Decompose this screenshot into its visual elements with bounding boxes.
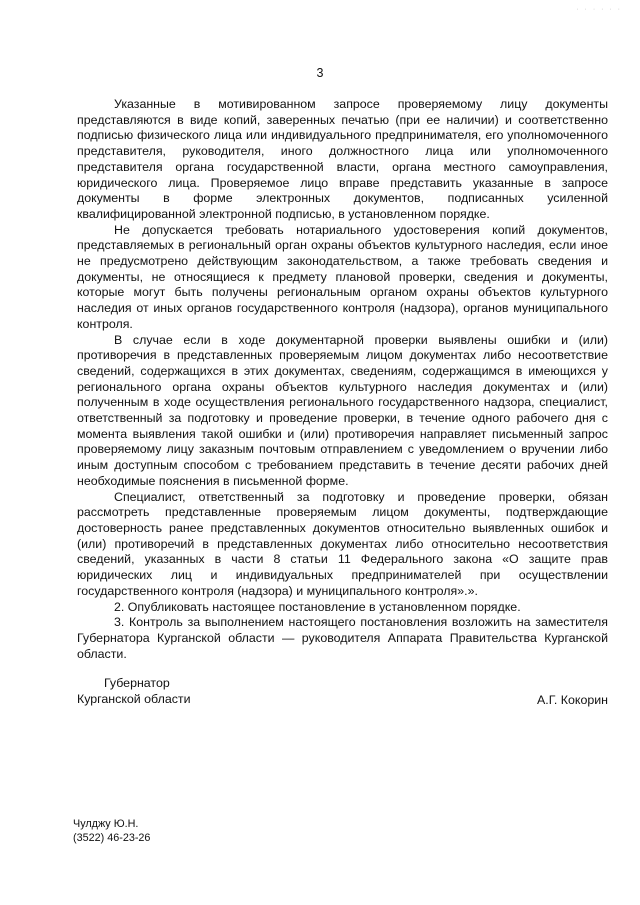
page-number: 3: [316, 66, 324, 80]
document-body: [77, 97, 608, 662]
executor-phone: (3522) 46-23-26: [73, 831, 151, 844]
paragraph-publish: 2. Опубликовать настоящее постановление в установленном порядке.: [114, 599, 521, 614]
paragraph-control: 3. Контроль за выполнением настоящего постановления возложить на заместителя Губернатора Курганской области — руководителя Аппарата Правительства Курганской области.: [77, 615, 608, 661]
signatory-name: А.Г. Кокорин: [536, 693, 608, 707]
signatory-title-line1: Губернатор: [104, 676, 170, 690]
scan-artifact: · · · · · ·: [576, 6, 622, 13]
executor-footer: [73, 818, 150, 845]
executor-name: Чулджу Ю.Н.: [73, 818, 139, 830]
paragraph-errors: В случае если в ходе документарной проверки выявлены ошибки и (или) противоречия в представленных проверяемым лицом документах либо несоответствие сведений, содержащихся в этих документах, сведениям, содержащимся в имеющихся у регионального органа охраны объектов культурного наследия документах и (или) полученным в ходе осуществления регионального государственного надзора, специалист, ответственный за подготовку и проведение проверки, в течение одного рабочего дня с момента выявления такой ошибки и (или) противоречия направляет письменный запрос проверяемому лицу заказным почтовым отправлением с уведомлением о вручении либо иным доступным способом с требованием представить в течение десяти рабочих дней необходимые пояснения в письменной форме.: [77, 332, 608, 488]
signatory-title: [77, 676, 191, 707]
paragraph-documents-copies: Указанные в мотивированном запросе проверяемому лицу документы представляются в виде копий, заверенных печатью (при ее наличии) и соответственно подписью физического лица или индивидуального предпринимателя, его уполномоченного представителя, руководителя, иного должностного лица или уполномоченного представителя органа государственной власти, органа местного самоуправления, юридического лица. Проверяемое лицо вправе представить указанные в запросе документы в форме электронных документов, подписанных усиленной квалифицированной электронной подписью, в установленном порядке.: [77, 97, 608, 221]
signatory-title-line2: Курганской области: [77, 691, 191, 706]
paragraph-specialist: Специалист, ответственный за подготовку и проведение проверки, обязан рассмотреть представленные проверяемым лицом документы, подтверждающие достоверность ранее представленных документов относительно выявленных ошибок и (или) противоречий в представленных документах либо относительно несоответствия сведений, указанных в части 8 статьи 11 Федерального закона «О защите прав юридических лиц и индивидуальных предпринимателей при осуществлении государственного контроля (надзора) и муниципального контроля».».: [77, 489, 608, 598]
paragraph-notarization: Не допускается требовать нотариального удостоверения копий документов, представляемых в региональный орган охраны объектов культурного наследия, если иное не предусмотрено действующим законодательством, а также требовать сведения и документы, не относящиеся к предмету плановой проверки, сведения и документы, которые могут быть получены региональным органом охраны объектов культурного наследия от иных органов государственного контроля (надзора), органов муниципального контроля.: [77, 222, 608, 331]
